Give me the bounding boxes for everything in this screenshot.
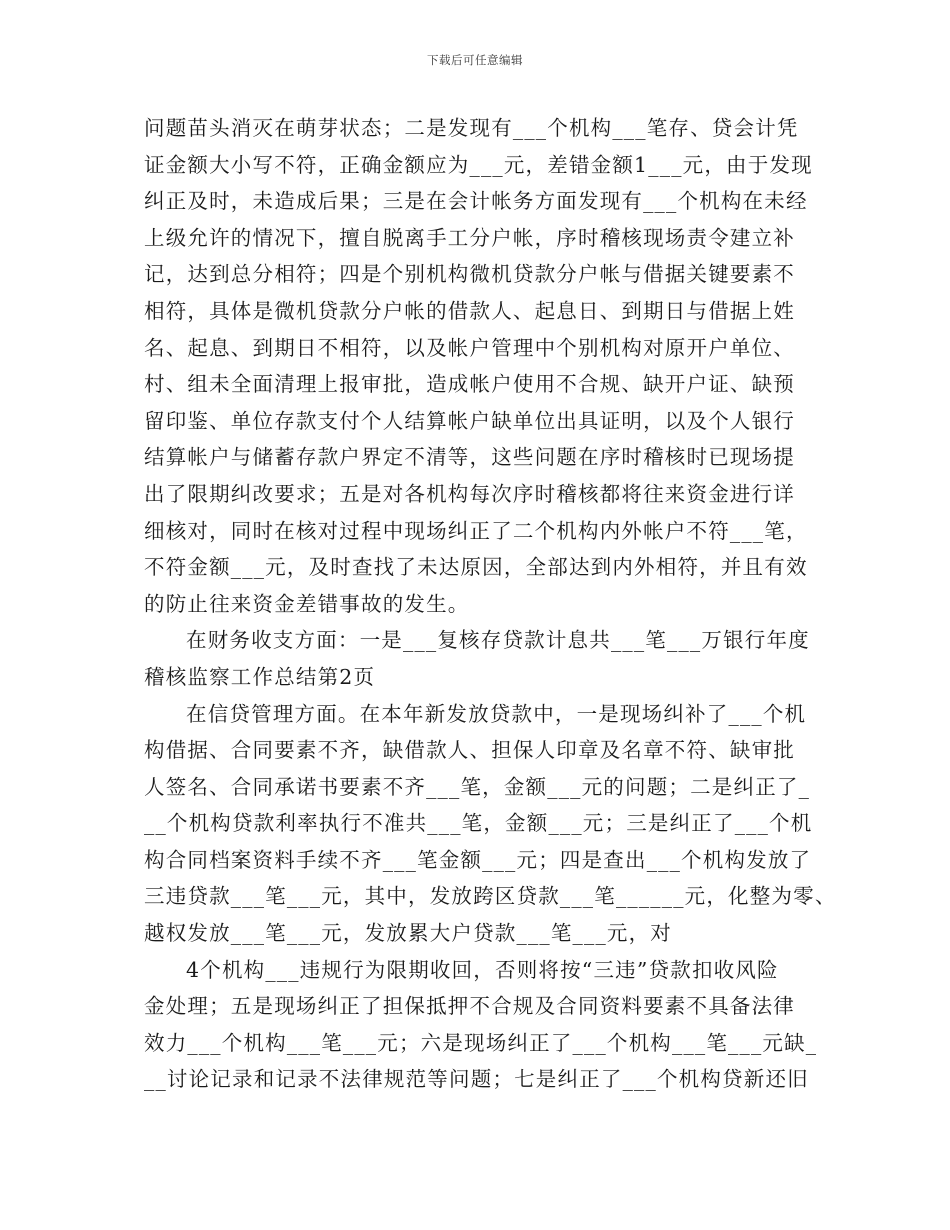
text-line: 村、组未全面清理上报审批，造成帐户使用不合规、缺开户证、缺预 [144, 372, 795, 397]
text-line: 结算帐户与储蓄存款户界定不清等，这些问题在序时稽核时已现场提 [144, 445, 795, 470]
text-line: 问题苗头消灭在萌芽状态；二是发现有___个机构___笔存、贷会计凭 [144, 116, 799, 140]
text-line: 留印鉴、单位存款支付个人结算帐户缺单位出具证明，以及个人银行 [144, 408, 795, 433]
text-line: __个机构贷款利率执行不准共___笔，金额___元；三是纠正了___个机 [144, 811, 813, 836]
text-line: 细核对，同时在核对过程中现场纠正了二个机构内外帐户不符___笔， [144, 518, 808, 543]
text-line: 记，达到总分相符；四是个别机构微机贷款分户帐与借据关键要素不 [144, 262, 795, 287]
text-line: 效力___个机构___笔___元；六是现场纠正了___个机构___笔___元缺_ [144, 1030, 818, 1055]
text-line: 稽核监察工作总结第2页 [144, 664, 376, 689]
text-line: 出了限期纠改要求；五是对各机构每次序时稽核都将往来资金进行详 [144, 481, 795, 506]
page-header: 下载后可任意编辑 [427, 53, 523, 67]
text-line: 名、起息、到期日不相符，以及帐户管理中个别机构对原开户单位、 [144, 335, 795, 360]
text-line: 上级允许的情况下，擅自脱离手工分户帐，序时稽核现场责令建立补 [144, 225, 795, 250]
text-line: 构合同档案资料手续不齐___笔金额___元；四是查出___个机构发放了 [144, 847, 812, 872]
text-line: 越权发放___笔___元，发放累大户贷款___笔___元，对 [144, 921, 672, 946]
text-line: 人签名、合同承诺书要素不齐___笔，金额___元的问题；二是纠正了_ [144, 774, 811, 799]
text-line: 相符，具体是微机贷款分户帐的借款人、起息日、到期日与借据上姓 [144, 298, 795, 323]
paragraph-start-line: 4个机构___违规行为限期收回，否则将按“三违”贷款扣收风险 [186, 957, 779, 982]
text-line: 三违贷款___笔___元，其中，发放跨区贷款___笔______元，化整为零、 [144, 884, 837, 909]
text-line: 不符金额___元，及时查找了未达原因，全部达到内外相符，并且有效 [144, 555, 808, 580]
paragraph-start-line: 在信贷管理方面。在本年新发放贷款中，一是现场纠补了___个机 [186, 701, 807, 726]
text-line: 证金额大小写不符，正确金额应为___元，差错金额1___元，由于发现 [144, 152, 813, 177]
text-line: 的防止往来资金差错事故的发生。 [144, 591, 470, 616]
text-line: __讨论记录和记录不法律规范等问题；七是纠正了___个机构贷新还旧 [144, 1067, 809, 1092]
document-body [144, 110, 837, 1098]
text-line: 纠正及时，未造成后果；三是在会计帐务方面发现有___个机构在未经 [144, 189, 808, 214]
text-line: 构借据、合同要素不齐，缺借款人、担保人印章及名章不符、缺审批 [144, 738, 795, 763]
text-line: 金处理；五是现场纠正了担保抵押不合规及合同资料要素不具备法律 [144, 994, 795, 1019]
paragraph-start-line: 在财务收支方面：一是___复核存贷款计息共___笔___万银行年度 [186, 628, 810, 653]
